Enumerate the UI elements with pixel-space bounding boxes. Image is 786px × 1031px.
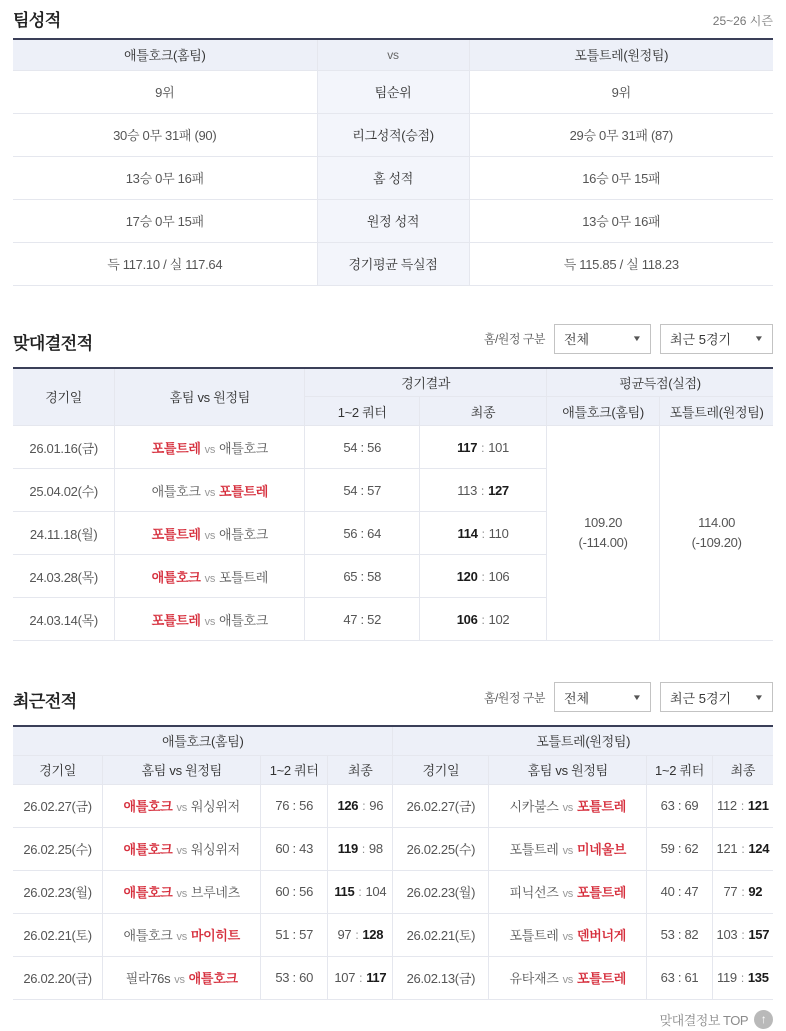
final-score: 119 : 135 xyxy=(712,956,773,999)
scroll-top-link[interactable] xyxy=(13,1008,773,1031)
home-away-filter-label: 홈/원정 구분 xyxy=(483,690,545,705)
vs-label: vs xyxy=(176,845,187,857)
home-team-name: 포틀트레 xyxy=(151,612,201,628)
game-date: 26.02.13(금) xyxy=(393,956,489,999)
home-team-name: 포틀트레 xyxy=(509,928,559,943)
game-date: 24.03.14(목) xyxy=(13,598,115,641)
table-row xyxy=(13,113,773,156)
table-row xyxy=(13,156,773,199)
date-header: 경기일 xyxy=(13,755,103,784)
home-team-header: 애틀호크(홈팀) xyxy=(13,39,317,70)
quarter-score: 59 : 62 xyxy=(647,827,712,870)
home-value: 30승 0무 31패 (90) xyxy=(13,113,317,156)
matchup-header: 홈팀 vs 원정팀 xyxy=(115,368,305,426)
home-team-name: 포틀트레 xyxy=(151,440,201,456)
game-date: 25.04.02(수) xyxy=(13,469,115,512)
home-team-name: 애틀호크 xyxy=(123,885,173,900)
home-team-name: 애틀호크 xyxy=(151,483,201,499)
quarter-score: 40 : 47 xyxy=(647,870,712,913)
vs-label: vs xyxy=(204,529,216,542)
quarter-score: 63 : 61 xyxy=(647,956,712,999)
recent-home-team-header: 애틀호크(홈팀) xyxy=(13,726,393,755)
chevron-down-icon: ▼ xyxy=(631,692,643,702)
away-value: 9위 xyxy=(469,70,773,113)
selected-value: 최근 5경기 xyxy=(670,332,732,347)
recent-table xyxy=(13,725,773,1000)
team-stats-header xyxy=(13,6,773,31)
quarter-header: 1~2 쿼터 xyxy=(261,755,328,784)
matchup-header: 홈팀 vs 원정팀 xyxy=(489,755,647,784)
vs-label: vs xyxy=(174,974,185,986)
matchup-cell xyxy=(115,426,305,469)
avg-group-header: 평균득점(실점) xyxy=(546,368,773,397)
game-date: 26.02.25(수) xyxy=(393,827,489,870)
season-label: 25~26 시즌 xyxy=(712,14,773,28)
quarter-score: 47 : 52 xyxy=(305,598,420,641)
table-row xyxy=(13,242,773,285)
home-team-name: 애틀호크 xyxy=(151,569,201,585)
quarter-score: 51 : 57 xyxy=(261,913,328,956)
h2h-title: 맞대결전적 xyxy=(13,333,93,353)
away-team-name: 포틀트레 xyxy=(219,483,269,499)
away-value: 29승 0무 31패 (87) xyxy=(469,113,773,156)
matchup-cell xyxy=(103,784,261,827)
home-value: 9위 xyxy=(13,70,317,113)
matchup-cell xyxy=(489,784,647,827)
vs-label: vs xyxy=(176,931,187,943)
quarter-score: 60 : 56 xyxy=(261,870,328,913)
matchup-cell xyxy=(489,956,647,999)
h2h-table xyxy=(13,367,773,642)
away-team-name: 워싱위저 xyxy=(190,842,240,857)
game-date: 26.02.27(금) xyxy=(13,784,103,827)
scroll-top-label: 맞대결정보 TOP xyxy=(659,1012,748,1028)
final-score: 112 : 121 xyxy=(712,784,773,827)
vs-label: vs xyxy=(562,888,573,900)
away-team-name: 포틀트레 xyxy=(576,885,627,900)
final-score: 77 : 92 xyxy=(712,870,773,913)
quarter-score: 56 : 64 xyxy=(305,512,420,555)
quarter-score: 54 : 57 xyxy=(305,469,420,512)
final-score: 119 : 98 xyxy=(328,827,393,870)
final-score: 103 : 157 xyxy=(712,913,773,956)
vs-label: vs xyxy=(176,802,187,814)
h2h-home-away-filter-select[interactable] xyxy=(554,324,651,354)
quarter-score: 53 : 82 xyxy=(647,913,712,956)
away-team-name: 포틀트레 xyxy=(576,971,627,986)
away-value: 13승 0무 16패 xyxy=(469,199,773,242)
quarter-score: 63 : 69 xyxy=(647,784,712,827)
table-row xyxy=(13,870,773,913)
recent-title: 최근전적 xyxy=(13,692,77,711)
recent-recent-games-filter-select[interactable] xyxy=(660,682,773,712)
matchup-cell xyxy=(115,598,305,641)
vs-label: vs xyxy=(562,931,573,943)
away-team-name: 애틀호크 xyxy=(219,440,269,456)
table-row xyxy=(13,70,773,113)
final-score: 115 : 104 xyxy=(328,870,393,913)
chevron-down-icon: ▼ xyxy=(631,334,643,343)
away-team-name: 포틀트레 xyxy=(219,569,269,585)
selected-value: 전체 xyxy=(564,690,590,706)
away-team-name: 워싱위저 xyxy=(190,799,240,814)
game-date: 26.02.27(금) xyxy=(393,784,489,827)
home-team-name: 애틀호크 xyxy=(123,842,173,857)
table-header-row xyxy=(13,726,773,755)
away-value: 득 115.85 / 실 118.23 xyxy=(469,242,773,285)
team-stats-title: 팀성적 xyxy=(13,11,61,30)
away-team-name: 미네울브 xyxy=(576,842,627,857)
game-date: 26.02.21(토) xyxy=(393,913,489,956)
vs-label: vs xyxy=(562,845,573,857)
date-header: 경기일 xyxy=(393,755,489,784)
final-score: 120 : 106 xyxy=(420,555,547,598)
final-score: 106 : 102 xyxy=(420,598,547,641)
final-header: 최종 xyxy=(712,755,773,784)
game-date: 24.03.28(목) xyxy=(13,555,115,598)
chevron-down-icon: ▼ xyxy=(753,692,765,702)
home-team-name: 필라76s xyxy=(125,971,171,986)
vs-label: vs xyxy=(204,486,216,499)
game-date: 26.02.23(월) xyxy=(393,870,489,913)
final-header: 최종 xyxy=(328,755,393,784)
game-date: 26.02.20(금) xyxy=(13,956,103,999)
home-value: 17승 0무 15패 xyxy=(13,199,317,242)
quarter-score: 65 : 58 xyxy=(305,555,420,598)
home-team-name: 애틀호크 xyxy=(123,799,173,814)
vs-label: vs xyxy=(204,572,216,585)
avg-away-header: 포틀트레(원정팀) xyxy=(660,397,773,426)
matchup-cell xyxy=(489,827,647,870)
away-team-name: 애틀호크 xyxy=(219,526,269,542)
quarter-score: 76 : 56 xyxy=(261,784,328,827)
date-header: 경기일 xyxy=(13,368,115,426)
home-team-name: 피닉선즈 xyxy=(509,885,559,900)
table-row xyxy=(13,784,773,827)
table-header-row xyxy=(13,755,773,784)
away-team-header: 포틀트레(원정팀) xyxy=(469,39,773,70)
final-score: 121 : 124 xyxy=(712,827,773,870)
vs-header: vs xyxy=(317,39,469,70)
stat-label: 원정 성적 xyxy=(317,199,469,242)
matchup-cell xyxy=(489,913,647,956)
away-team-name: 덴버너게 xyxy=(576,928,627,943)
game-date: 26.01.16(금) xyxy=(13,426,115,469)
home-team-name: 포틀트레 xyxy=(151,526,201,542)
matchup-cell xyxy=(103,956,261,999)
final-score: 114 : 110 xyxy=(420,512,547,555)
table-row xyxy=(13,913,773,956)
selected-value: 전체 xyxy=(564,332,590,347)
away-team-name: 애틀호크 xyxy=(188,971,238,986)
team-stats-table xyxy=(13,38,773,286)
table-header-row xyxy=(13,368,773,397)
matchup-header: 홈팀 vs 원정팀 xyxy=(103,755,261,784)
stat-label: 팀순위 xyxy=(317,70,469,113)
home-team-name: 시카불스 xyxy=(509,799,559,814)
result-group-header: 경기결과 xyxy=(305,368,547,397)
avg-points-home: 109.20 (-114.00) xyxy=(546,426,659,641)
recent-filters xyxy=(484,682,773,712)
final-score: 126 : 96 xyxy=(328,784,393,827)
recent-home-away-filter-select[interactable] xyxy=(554,682,651,712)
stat-label: 경기평균 득실점 xyxy=(317,242,469,285)
final-score: 113 : 127 xyxy=(420,469,547,512)
matchup-cell xyxy=(103,870,261,913)
game-date: 26.02.23(월) xyxy=(13,870,103,913)
h2h-filters xyxy=(484,324,773,354)
vs-label: vs xyxy=(176,888,187,900)
away-team-name: 마이히트 xyxy=(190,928,240,943)
quarter-score: 54 : 56 xyxy=(305,426,420,469)
table-row xyxy=(13,956,773,999)
home-value: 13승 0무 16패 xyxy=(13,156,317,199)
game-date: 26.02.21(토) xyxy=(13,913,103,956)
quarter-header: 1~2 쿼터 xyxy=(305,397,420,426)
away-team-name: 브루네츠 xyxy=(190,885,240,900)
table-row xyxy=(13,199,773,242)
home-team-name: 애틀호크 xyxy=(123,928,173,943)
matchup-cell xyxy=(489,870,647,913)
h2h-header xyxy=(13,324,773,354)
game-date: 24.11.18(월) xyxy=(13,512,115,555)
table-header-row xyxy=(13,39,773,70)
game-date: 26.02.25(수) xyxy=(13,827,103,870)
away-value: 16승 0무 15패 xyxy=(469,156,773,199)
h2h-recent-games-filter-select[interactable] xyxy=(660,324,773,354)
final-score: 97 : 128 xyxy=(328,913,393,956)
matchup-cell xyxy=(103,827,261,870)
stat-label: 홈 성적 xyxy=(317,156,469,199)
home-away-filter-label: 홈/원정 구분 xyxy=(483,332,545,346)
vs-label: vs xyxy=(562,802,573,814)
vs-label: vs xyxy=(562,974,573,986)
home-team-name: 포틀트레 xyxy=(509,842,559,857)
home-value: 득 117.10 / 실 117.64 xyxy=(13,242,317,285)
matchup-cell xyxy=(115,469,305,512)
away-team-name: 애틀호크 xyxy=(219,612,269,628)
matchup-cell xyxy=(115,512,305,555)
quarter-score: 60 : 43 xyxy=(261,827,328,870)
selected-value: 최근 5경기 xyxy=(670,690,732,706)
vs-label: vs xyxy=(204,615,216,628)
away-team-name: 포틀트레 xyxy=(576,799,627,814)
final-header: 최종 xyxy=(420,397,547,426)
home-team-name: 유타재즈 xyxy=(509,971,559,986)
quarter-score: 53 : 60 xyxy=(261,956,328,999)
chevron-down-icon: ▼ xyxy=(753,334,765,343)
avg-home-header: 애틀호크(홈팀) xyxy=(546,397,659,426)
vs-label: vs xyxy=(204,443,216,456)
recent-header xyxy=(13,682,773,712)
stat-label: 리그성적(승점) xyxy=(317,113,469,156)
quarter-header: 1~2 쿼터 xyxy=(647,755,712,784)
matchup-cell xyxy=(115,555,305,598)
table-row xyxy=(13,426,773,469)
arrow-up-icon[interactable]: ↑ xyxy=(754,1010,773,1029)
recent-away-team-header: 포틀트레(원정팀) xyxy=(393,726,773,755)
matchup-cell xyxy=(103,913,261,956)
table-row xyxy=(13,827,773,870)
avg-points-away: 114.00 (-109.20) xyxy=(660,426,773,641)
final-score: 107 : 117 xyxy=(328,956,393,999)
final-score: 117 : 101 xyxy=(420,426,547,469)
